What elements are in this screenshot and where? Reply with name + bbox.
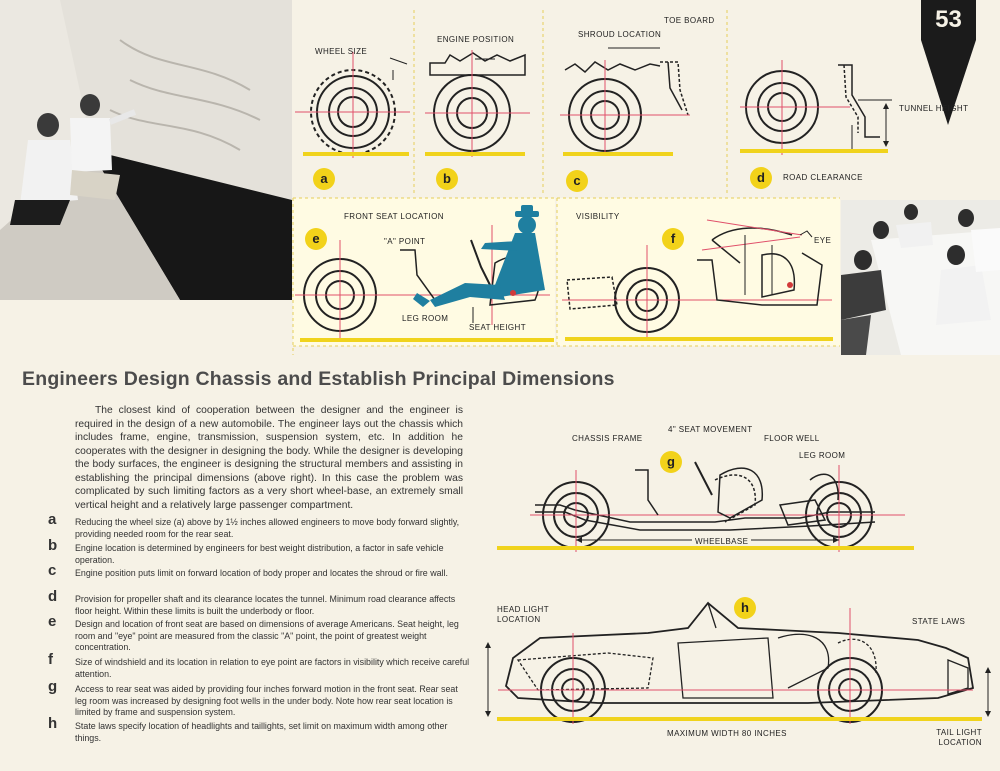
diagram-h-letter: h — [734, 597, 756, 619]
label-wheel-size: WHEEL SIZE — [315, 47, 368, 56]
label-leg-room-g: LEG ROOM — [799, 451, 846, 460]
note-a — [48, 511, 470, 540]
head-light-text: HEAD LIGHT LOCATION — [497, 605, 549, 624]
ground-line-a — [303, 152, 409, 156]
diagram-a-drawing — [295, 40, 415, 165]
ground-line-g — [497, 546, 914, 550]
label-engine-position: ENGINE POSITION — [437, 35, 515, 44]
note-text: Engine position puts limit on forward location of body proper and locates the shroud or fire wall. — [75, 568, 448, 578]
note-f — [48, 651, 470, 680]
note-e — [48, 613, 470, 654]
label-shroud-location: SHROUD LOCATION — [578, 30, 662, 39]
note-letter: g — [48, 678, 58, 695]
label-front-seat-location: FRONT SEAT LOCATION — [344, 212, 444, 221]
diagram-f-drawing — [562, 205, 837, 340]
page-number: 53 — [935, 6, 962, 33]
label-state-laws: STATE LAWS — [912, 617, 966, 626]
diagram-e-letter: e — [305, 228, 327, 250]
diagram-d-drawing — [740, 55, 900, 160]
label-wheelbase: WHEELBASE — [692, 537, 751, 546]
diagram-a-letter: a — [313, 168, 335, 190]
ground-line-d — [740, 149, 888, 153]
note-text: State laws specify location of headlights and taillights, set limit on maximum width among other things. — [75, 721, 448, 743]
note-letter: b — [48, 537, 58, 554]
diagram-c-letter: c — [566, 170, 588, 192]
note-letter: c — [48, 562, 57, 579]
ground-line-h — [497, 717, 982, 721]
note-text: Provision for propeller shaft and its clearance locates the tunnel. Minimum road clearance affects floor height. Within these limits is built the underbody or floor. — [75, 594, 456, 616]
ground-line-c — [563, 152, 673, 156]
label-road-clearance: ROAD CLEARANCE — [783, 173, 863, 182]
note-text: Design and location of front seat are based on dimensions of average Americans. Seat height, leg room and "eye" point are measured from the classic "A" point, the point of greatest weight concentration. — [75, 619, 459, 653]
diagram-g-letter: g — [660, 451, 682, 473]
page-heading: Engineers Design Chassis and Establish Principal Dimensions — [22, 368, 615, 390]
ground-line-e — [300, 338, 554, 342]
note-letter: h — [48, 715, 58, 732]
label-leg-room: LEG ROOM — [402, 314, 449, 323]
note-text: Engine location is determined by engineers for best weight distribution, a factor in safe vehicle operation. — [75, 543, 444, 565]
tail-light-text: TAIL LIGHT LOCATION — [936, 728, 982, 747]
diagram-b-letter: b — [436, 168, 458, 190]
note-c — [48, 562, 470, 580]
note-text: Access to rear seat was aided by providing four inches forward motion in the front seat. Rear seat leg room was increased by designing foot wells in the under body. Note how rear seat location is limited by frame and suspension system. — [75, 684, 458, 718]
label-floor-well: FLOOR WELL — [764, 434, 820, 443]
note-letter: d — [48, 588, 58, 605]
label-eye: EYE — [814, 236, 832, 245]
diagram-d-letter: d — [750, 167, 772, 189]
diagram-f-letter: f — [662, 228, 684, 250]
ground-line-f — [565, 337, 833, 341]
label-maximum-width: MAXIMUM WIDTH 80 INCHES — [667, 729, 787, 738]
label-head-light-location — [497, 605, 557, 625]
label-visibility: VISIBILITY — [576, 212, 620, 221]
diagram-c-drawing — [560, 40, 695, 160]
note-b — [48, 537, 470, 566]
note-g — [48, 678, 470, 719]
label-a-point: "A" POINT — [384, 237, 426, 246]
note-letter: a — [48, 511, 57, 528]
label-seat-height: SEAT HEIGHT — [469, 323, 527, 332]
note-h — [48, 715, 470, 744]
intro-text: The closest kind of cooperation between the designer and the engineer is required in the design of a new automobile. The engineer lays out the chassis which includes frame, engine, transmission, suspension system, etc. In addition he cooperates with the designer in designing the body. While the designer is developing the body surfaces, the engineer is designing the structural members and assisting in establishing the principal dimensions (above right). In this case the problem was complicated by such limiting factors as a very short wheel-base, an extremely small vertical height and a relatively large passenger compartment. — [75, 405, 463, 511]
note-letter: f — [48, 651, 53, 668]
label-chassis-frame: CHASSIS FRAME — [572, 434, 643, 443]
label-toe-board: TOE BOARD — [664, 16, 715, 25]
note-text: Reducing the wheel size (a) above by 1½ inches allowed engineers to move body forward slightly, providing needed room for the rear seat. — [75, 517, 460, 539]
label-seat-movement: 4" SEAT MOVEMENT — [668, 425, 753, 434]
intro-paragraph — [75, 404, 463, 512]
label-tail-light-location — [930, 728, 982, 748]
ground-line-b — [425, 152, 525, 156]
note-d — [48, 588, 470, 617]
label-tunnel-height: TUNNEL HEIGHT — [899, 104, 969, 113]
note-text: Size of windshield and its location in relation to eye point are factors in visibility which receive careful attention. — [75, 657, 470, 679]
diagram-b-drawing — [425, 45, 535, 160]
note-letter: e — [48, 613, 57, 630]
